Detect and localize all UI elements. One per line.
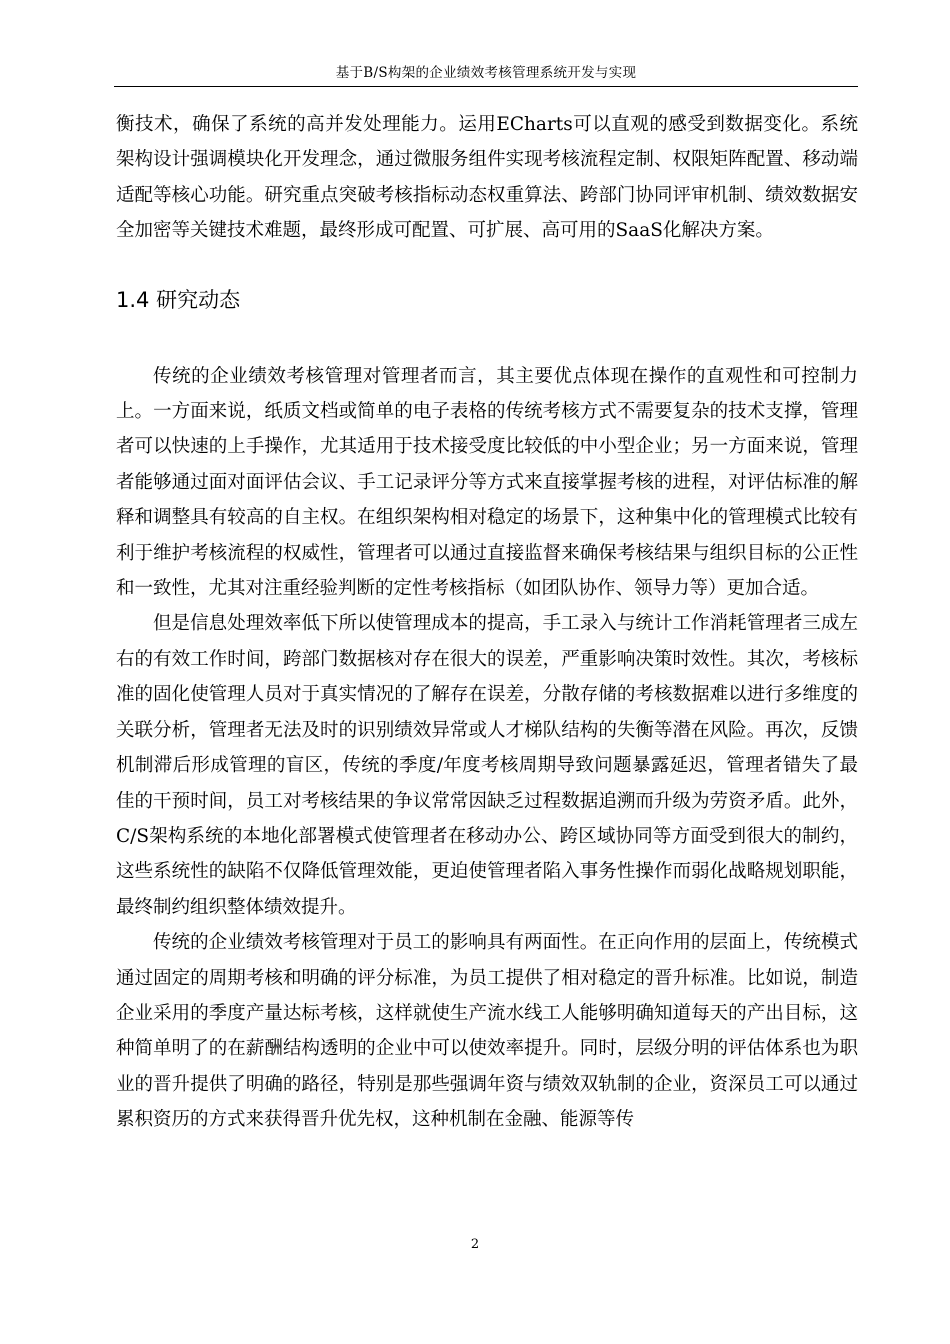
continued-paragraph: 衡技术，确保了系统的高并发处理能力。运用ECharts可以直观的感受到数据变化。系统架构设计强调模块化开发理念，通过微服务组件实现考核流程定制、权限矩阵配置、移动端适配等核心功能。研究重点突破考核指标动态权重算法、跨部门协同评审机制、绩效数据安全加密等关键技术难题，最终形成可配置、可扩展、高可用的SaaS化解决方案。 [116, 114, 858, 242]
page-number: 2 [470, 1237, 480, 1252]
section-heading: 1.4 研究动态 [116, 287, 241, 312]
body-paragraph-1: 传统的企业绩效考核管理对管理者而言，其主要优点体现在操作的直观性和可控制力上。一方面来说，纸质文档或简单的电子表格的传统考核方式不需要复杂的技术支撑，管理者可以快速的上手操作，尤其适用于技术接受度比较低的中小型企业；另一方面来说，管理者能够通过面对面评估会议、手工记录评分等方式来直接掌握考核的进程，对评估标准的解释和调整具有较高的自主权。在组织架构相对稳定的场景下，这种集中化的管理模式比较有利于维护考核流程的权威性，管理者可以通过直接监督来确保考核结果与组织目标的公正性和一致性，尤其对注重经验判断的定性考核指标（如团队协作、领导力等）更加合适。 [116, 365, 858, 600]
document-body [116, 107, 858, 1138]
body-paragraph-2: 但是信息处理效率低下所以使管理成本的提高，手工录入与统计工作消耗管理者三成左右的有效工作时间，跨部门数据核对存在很大的误差，严重影响决策时效性。其次，考核标准的固化使管理人员对于真实情况的了解存在误差，分散存储的考核数据难以进行多维度的关联分析，管理者无法及时的识别绩效异常或人才梯队结构的失衡等潜在风险。再次，反馈机制滞后形成管理的盲区，传统的季度/年度考核周期导致问题暴露延迟，管理者错失了最佳的干预时间，员工对考核结果的争议常常因缺乏过程数据追溯而升级为劳资矛盾。此外，C/S架构系统的本地化部署模式使管理者在移动办公、跨区域协同等方面受到很大的制约，这些系统性的缺陷不仅降低管理效能，更迫使管理者陷入事务性操作而弱化战略规划职能，最终制约组织整体绩效提升。 [116, 613, 858, 918]
body-paragraph-3: 传统的企业绩效考核管理对于员工的影响具有两面性。在正向作用的层面上，传统模式通过固定的周期考核和明确的评分标准，为员工提供了相对稳定的晋升标准。比如说，制造企业采用的季度产量达标考核，这样就使生产流水线工人能够明确知道每天的产出目标，这种简单明了的在薪酬结构透明的企业中可以使效率提升。同时，层级分明的评估体系也为职业的晋升提供了明确的路径，特别是那些强调年资与绩效双轨制的企业，资深员工可以通过累积资历的方式来获得晋升优先权，这种机制在金融、能源等传 [116, 932, 858, 1131]
header-divider [114, 86, 858, 87]
running-header: 基于B/S构架的企业绩效考核管理系统开发与实现 [335, 65, 637, 81]
